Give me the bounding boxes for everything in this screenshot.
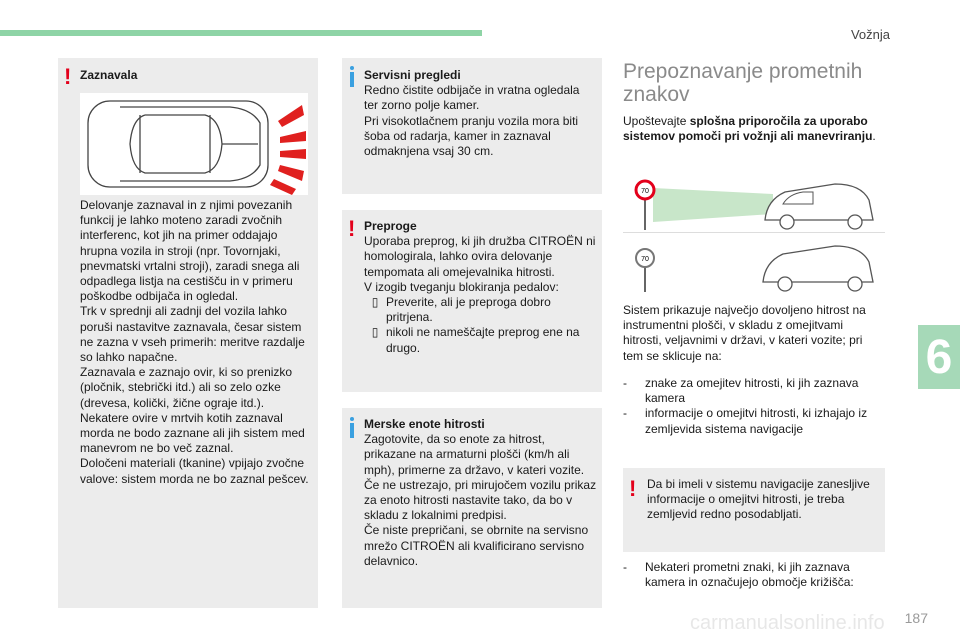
box-title: Merske enote hitrosti <box>364 417 485 431</box>
sign-recognition-illustration-1 <box>623 170 885 233</box>
chapter-tab: 6 <box>918 325 960 389</box>
paragraph: Nekatere ovire v mrtvih kotih zaznaval morda ne bodo zaznane ali jih sistem med manevrom ne bo več zaznal. <box>80 410 305 456</box>
floor-mats-warning-box <box>342 210 602 392</box>
svg-text:70: 70 <box>641 256 649 263</box>
paragraph: Pri visokotlačnem pranju vozila mora biti šoba od radarja, kamer in zaznaval odmaknjena vsaj 30 cm. <box>364 113 579 159</box>
page-number: 187 <box>904 610 928 626</box>
list-item: ▯ nikoli ne nameščajte preprog ene na drugo. <box>364 325 598 355</box>
car-camera-sign-icon <box>623 170 885 232</box>
paragraph: Zagotovite, da so enote za hitrost, prikazane na armaturni plošči (km/h ali mph), primerne za državo, v kateri vozite. Če ne ustrezajo, pri mirujočem vozilu prikaz za enoto hitrosti nastavite tako, da bo v skladu z lokalnimi predpisi. <box>364 432 597 523</box>
paragraph: Uporaba preprog, ki jih družba CITROËN ni homologirala, lahko ovira delovanje tempomata ali omejevalnika hitrosti. V izogib tveganju blokiranja pedalov: <box>364 234 596 294</box>
bullet-icon: ▯ <box>371 295 379 310</box>
list-dash: - <box>623 406 627 421</box>
service-info-box <box>342 58 602 194</box>
paragraph: Delovanje zaznaval in z njimi povezanih funkcij je lahko moteno zaradi zvočnih interferenc, kot jih na primer oddajajo hrupna vozila in stroji (npr. Tovornjaki, pnevmatski vrtalni stroji), zaradi snega ali odpadlega listja na cestišču in v primeru poškodbe odbijača in ogledal. <box>80 198 300 304</box>
intersection-list <box>623 560 885 590</box>
warning-text: Da bi imeli v sistemu navigacije zanesljive informacije o omejitvi hitrosti, je treba zemljevid redno posodabljati. <box>647 477 870 522</box>
page-heading: Prepoznavanje prometnih znakov <box>623 60 863 106</box>
service-text <box>364 68 596 159</box>
list-item: - Nekateri prometni znaki, ki jih zaznava kamera in označujejo območje križišča: <box>623 560 854 590</box>
paragraph: Redno čistite odbijače in vratna ogledala ter zorno polje kamer. <box>364 83 580 113</box>
car-sensors-illustration <box>80 93 308 195</box>
paragraph: Če niste prepričani, se obrnite na servisno mrežo CITROËN ali kvalificirano servisno delavnico. <box>364 523 589 568</box>
list-item: - znake za omejitev hitrosti, ki jih zaznava kamera <box>623 376 859 406</box>
floor-mats-text <box>364 219 598 356</box>
watermark: carmanualsonline.info <box>690 612 885 634</box>
list-item: - informacije o omejitvi hitrosti, ki izhajajo iz zemljevida sistema navigacije <box>623 406 868 436</box>
bullet-icon: ▯ <box>371 325 379 340</box>
box-title: Zaznavala <box>80 68 138 82</box>
paragraph: Zaznavala e zaznajo ovir, ki so prenizko (pločnik, stebrički itd.) ali so zelo ozke (drevesa, količki, žične ograje itd.). <box>80 365 293 410</box>
box-title: Servisni pregledi <box>364 68 461 82</box>
source-list <box>623 376 885 437</box>
sensors-warning-box <box>58 58 318 608</box>
warning-icon: ! <box>629 476 637 501</box>
info-icon <box>350 417 354 438</box>
section-title: Vožnja <box>850 27 890 42</box>
list-dash: - <box>623 376 627 390</box>
accent-bar <box>0 30 482 36</box>
car-sign-icon <box>623 236 885 294</box>
description-text: Sistem prikazuje največjo dovoljeno hitrost na instrumentni plošči, v skladu z omejitvami hitrosti, veljavnimi v državi, v kateri vozite; pri tem se sklicuje na: <box>623 303 866 363</box>
list-dash: - <box>623 560 627 574</box>
warning-icon: ! <box>64 64 72 89</box>
speed-units-info-box <box>342 408 602 608</box>
speed-units-text <box>364 417 598 569</box>
warning-icon: ! <box>348 216 356 241</box>
paragraph: Določeni materiali (tkanine) vpijajo zvočne valove: sistem morda ne bo zaznal pešcev. <box>80 456 309 486</box>
list-item: ▯ Preverite, ali je preproga dobro pritrjena. <box>364 295 598 325</box>
car-top-view-icon <box>80 93 308 195</box>
svg-text:70: 70 <box>641 188 649 195</box>
navigation-map-warning-box <box>623 468 885 552</box>
sensors-text <box>80 198 312 487</box>
sign-recognition-illustration-2 <box>623 236 885 294</box>
box-title: Preproge <box>364 219 417 233</box>
intro-text: Upoštevajte splošna priporočila za uporabo sistemov pomoči pri vožnji ali manevriranju. <box>623 114 876 144</box>
info-icon <box>350 66 354 87</box>
paragraph: Trk v sprednji ali zadnji del vozila lahko poruši nastavitve zaznavala, česar sistem ne zazna v vseh primerih: meritve razdalje so lahko napačne. <box>80 304 305 365</box>
